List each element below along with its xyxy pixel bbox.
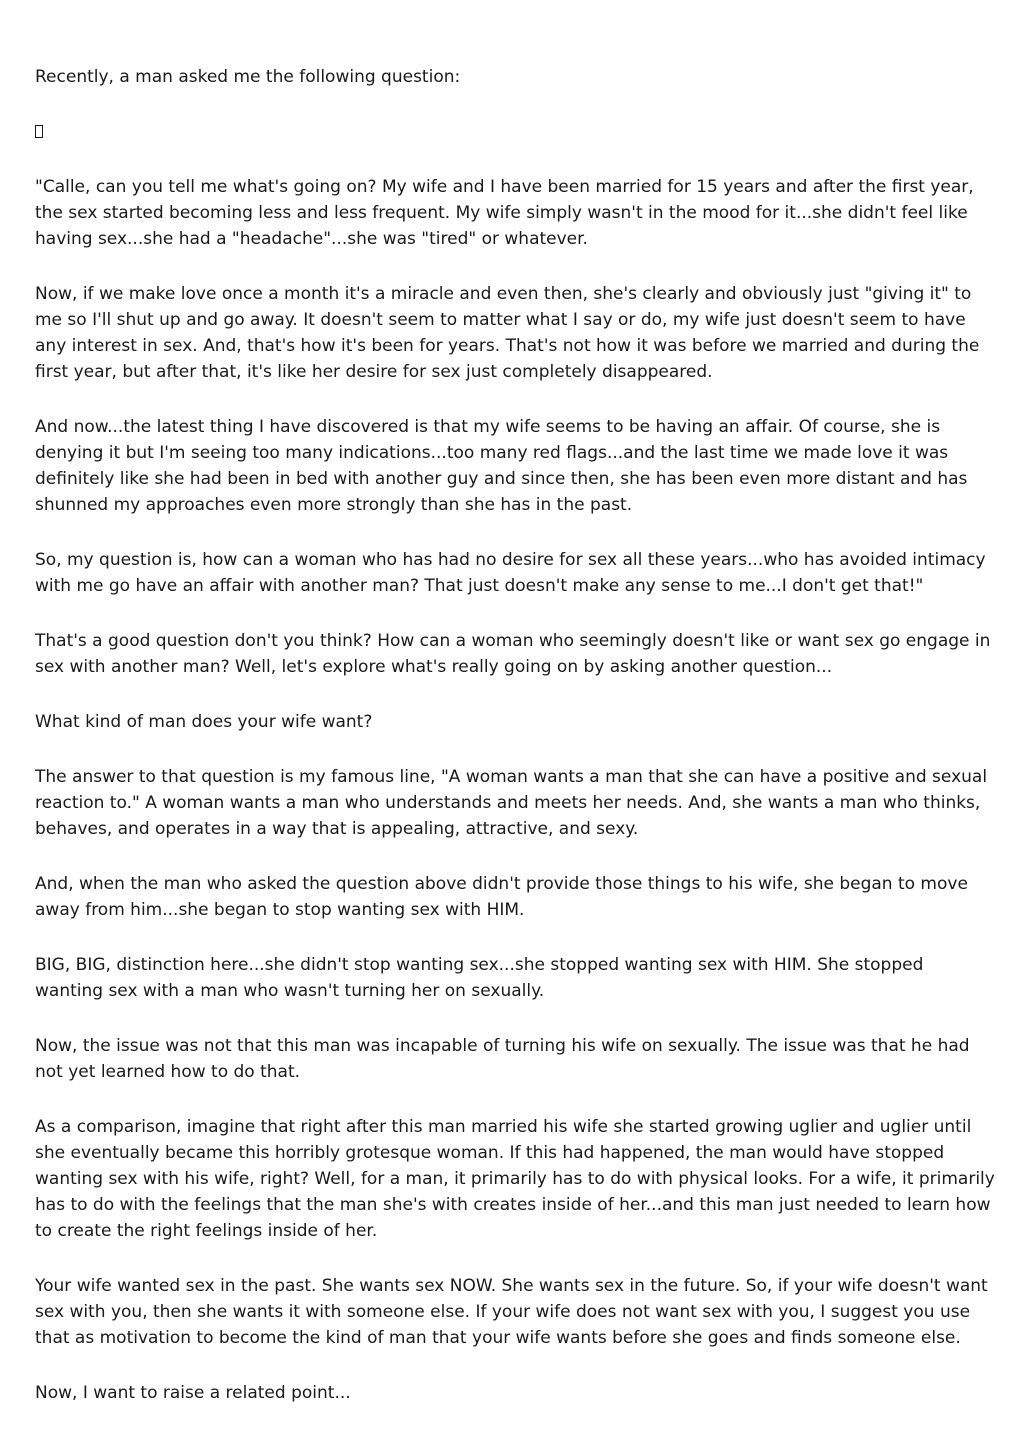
paragraph: Now, if we make love once a month it's a miracle and even then, she's clearly and obviously just "giving it" to me so I'll shut up and go away. It doesn't seem to matter what I say or do, my wife just doesn't seem to have any interest in sex. And, that's how it's been for years. That's not how it was before we married and during the first year, but after that, it's like her desire for sex just completely disappeared. — [35, 284, 980, 382]
paragraph: Now, the issue was not that this man was incapable of turning his wife on sexually. The issue was that he had not yet learned how to do that. — [35, 1036, 970, 1082]
paragraph: As a comparison, imagine that right after this man married his wife she started growing uglier and uglier until she eventually became this horribly grotesque woman. If this had happened, the man would have stopped wanting sex with his wife, right? Well, for a man, it primarily has to do with physical looks. For a wife, it primarily has to do with the feelings that the man she's with creates inside of her...and this man just needed to learn how to create the right feelings inside of her. — [35, 1117, 995, 1241]
paragraph: The answer to that question is my famous line, "A woman wants a man that she can have a positive and sexual reaction to." A woman wants a man who understands and meets her needs. And, she wants a man who thinks, behaves, and operates in a way that is appealing, attractive, and sexy. — [35, 767, 988, 839]
missing-glyph-icon — [35, 125, 43, 138]
article-body — [35, 64, 995, 1435]
paragraph: That's a good question don't you think? How can a woman who seemingly doesn't like or want sex go engage in sex with another man? Well, let's explore what's really going on by asking another question... — [35, 631, 991, 677]
paragraph: What kind of man does your wife want? — [35, 712, 373, 732]
paragraph: Your wife wanted sex in the past. She wants sex NOW. She wants sex in the future. So, if your wife doesn't want sex with you, then she wants it with someone else. If your wife does not want sex with you, I suggest you use that as motivation to become the kind of man that your wife wants before she goes and finds someone else. — [35, 1276, 988, 1348]
paragraph: Now, I want to raise a related point... — [35, 1383, 351, 1403]
missing-glyph-line — [35, 119, 995, 145]
paragraph: And, when the man who asked the question above didn't provide those things to his wife, she began to move away from him...she began to stop wanting sex with HIM. — [35, 874, 968, 920]
paragraph: BIG, BIG, distinction here...she didn't stop wanting sex...she stopped wanting sex with HIM. She stopped wanting sex with a man who wasn't turning her on sexually. — [35, 955, 924, 1001]
intro-paragraph: Recently, a man asked me the following question: — [35, 67, 461, 87]
paragraph: And now...the latest thing I have discovered is that my wife seems to be having an affair. Of course, she is denying it but I'm seeing too many indications...too many red flags...and the last time we made love it was definitely like she had been in bed with another guy and since then, she has been even more distant and has shunned my approaches even more strongly than she has in the past. — [35, 417, 968, 515]
paragraph: So, my question is, how can a woman who has had no desire for sex all these years...who has avoided intimacy with me go have an affair with another man? That just doesn't make any sense to me...I don't get that!" — [35, 550, 986, 596]
paragraph: "Calle, can you tell me what's going on? My wife and I have been married for 15 years and after the first year, the sex started becoming less and less frequent. My wife simply wasn't in the mood for it...she didn't feel like having sex...she had a "headache"...she was "tired" or whatever. — [35, 177, 974, 249]
